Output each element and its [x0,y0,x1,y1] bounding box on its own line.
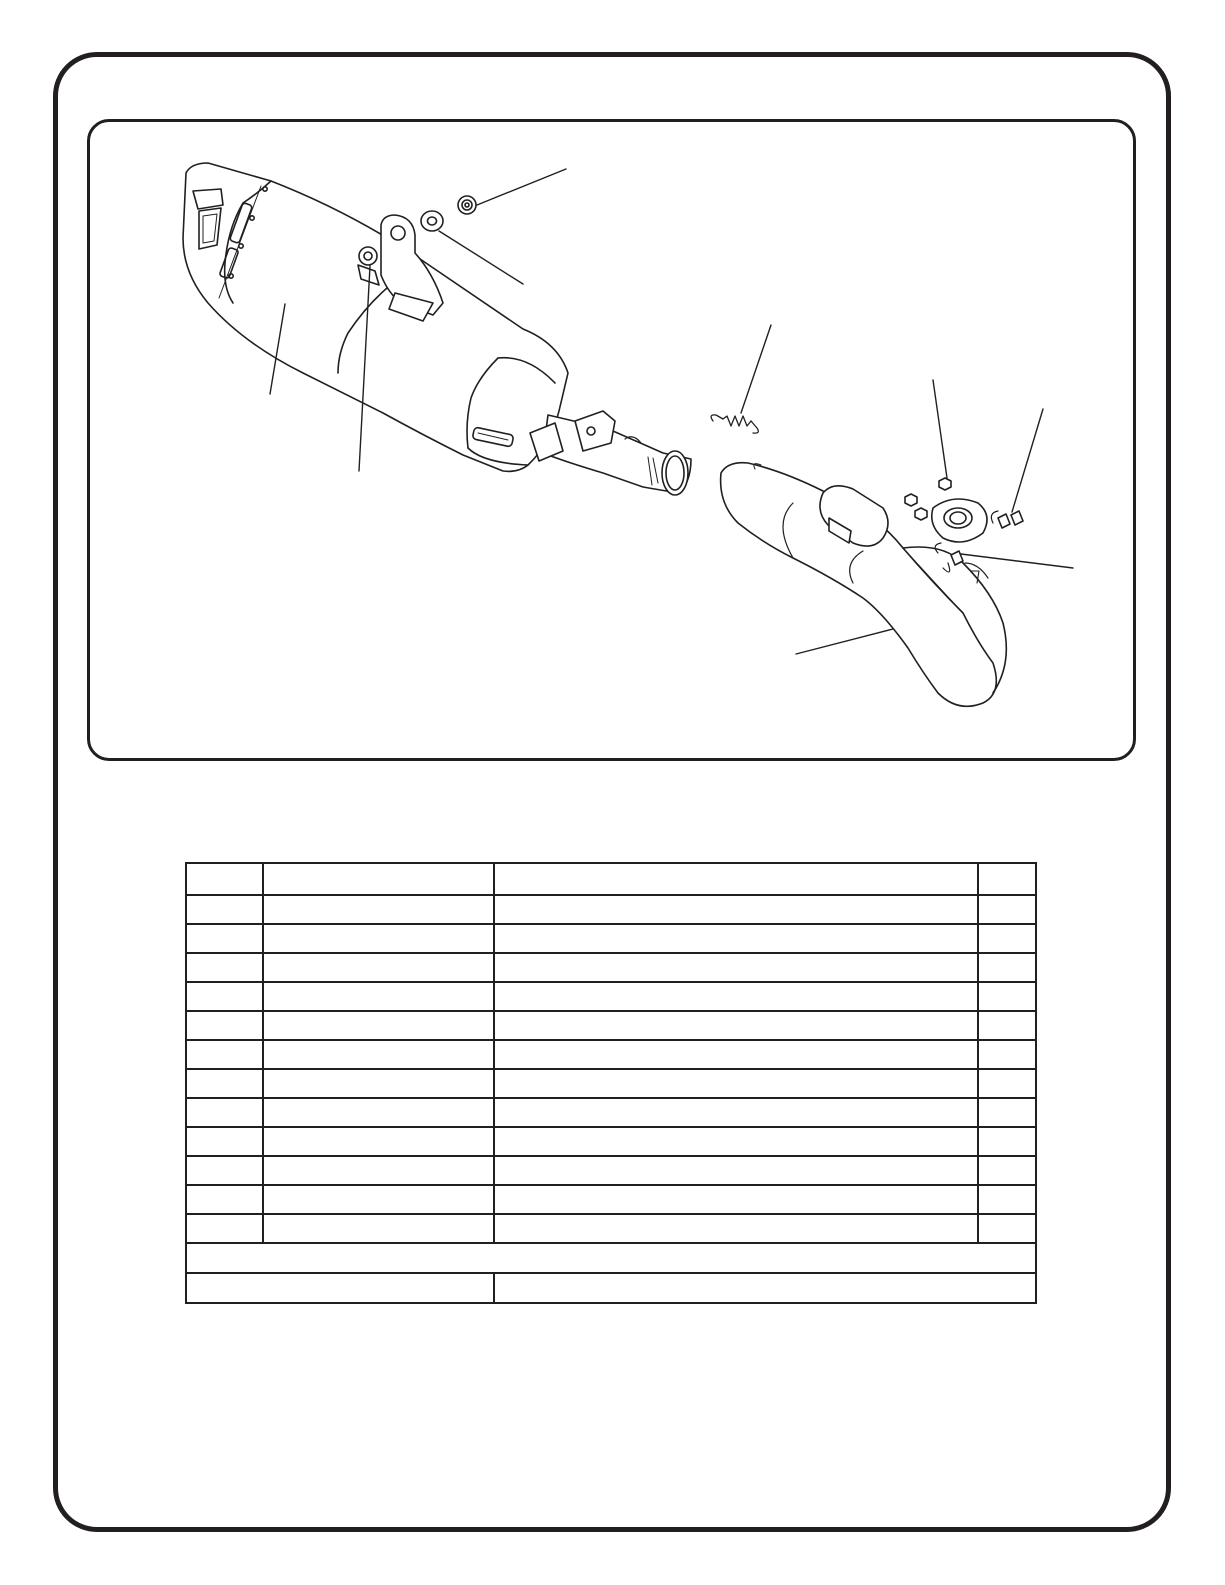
table-cell [186,895,263,924]
table-row [186,1011,1036,1040]
table-cell [494,895,979,924]
table-cell [494,1156,979,1185]
table-cell [494,1069,979,1098]
table-cell [978,895,1036,924]
table-cell [186,1098,263,1127]
table-cell [978,1040,1036,1069]
table-cell [978,1156,1036,1185]
table-cell [186,1185,263,1214]
muffler-canister [183,163,568,471]
table-cell [263,1185,494,1214]
table-cell [186,1127,263,1156]
table-cell [263,1011,494,1040]
header-cell [263,863,494,895]
table-row [186,1040,1036,1069]
table-row [186,1214,1036,1243]
table-row [186,924,1036,953]
parts-list-table [185,862,1037,1304]
table-cell [263,1040,494,1069]
table-cell [494,1127,979,1156]
table-row [186,895,1036,924]
table-footer-cell [494,1273,1036,1303]
table-cell [978,1214,1036,1243]
header-cell [978,863,1036,895]
table-cell [186,1040,263,1069]
table-cell [186,953,263,982]
table-row [186,1098,1036,1127]
table-note-cell [186,1243,1036,1273]
callout-leader-flange-spring [1012,409,1043,512]
table-row [186,1185,1036,1214]
table-cell [186,1011,263,1040]
exhaust-flange [932,499,987,542]
table-cell [263,1098,494,1127]
table-row [186,953,1036,982]
table-cell [978,1098,1036,1127]
table-cell [494,1214,979,1243]
table-cell [494,1011,979,1040]
exploded-view-diagram [87,119,1136,761]
table-cell [494,982,979,1011]
table-footer-row [186,1273,1036,1303]
table-row [186,982,1036,1011]
callout-leader-spring [741,325,771,413]
table-cell [186,924,263,953]
header-cell [494,863,979,895]
table-cell [978,1127,1036,1156]
callout-leader-head-pipe [796,629,893,654]
table-cell [978,1185,1036,1214]
table-cell [978,982,1036,1011]
mid-pipe-inlet [530,411,691,495]
table-cell [494,953,979,982]
table-cell [494,1185,979,1214]
table-cell [978,953,1036,982]
table-cell [263,924,494,953]
table-cell [186,1156,263,1185]
table-cell [263,953,494,982]
exhaust-spring [711,415,758,433]
table-footer-cell [186,1273,494,1303]
table-cell [263,982,494,1011]
table-cell [186,982,263,1011]
table-cell [263,1214,494,1243]
table-header-row [186,863,1036,895]
table-cell [186,1069,263,1098]
rubber-grommet [421,211,443,231]
header-cell [186,863,263,895]
table-cell [494,1098,979,1127]
exhaust-system-drawing [90,122,1136,761]
table-cell [494,924,979,953]
table-cell [263,895,494,924]
callout-leader-grommet [439,231,523,284]
table-row [186,1127,1036,1156]
table-cell [263,1069,494,1098]
table-cell [186,1214,263,1243]
bolt-washer [458,196,476,214]
table-cell [978,1011,1036,1040]
table-cell [978,1069,1036,1098]
table-cell [263,1127,494,1156]
table-cell [263,1156,494,1185]
table-cell [494,1040,979,1069]
table-cell [978,924,1036,953]
callout-leader-stud [961,554,1073,568]
callout-leader-nut [933,380,947,478]
table-row [186,1156,1036,1185]
table-note-row [186,1243,1036,1273]
callout-leader-washer [477,169,566,205]
table-row [186,1069,1036,1098]
